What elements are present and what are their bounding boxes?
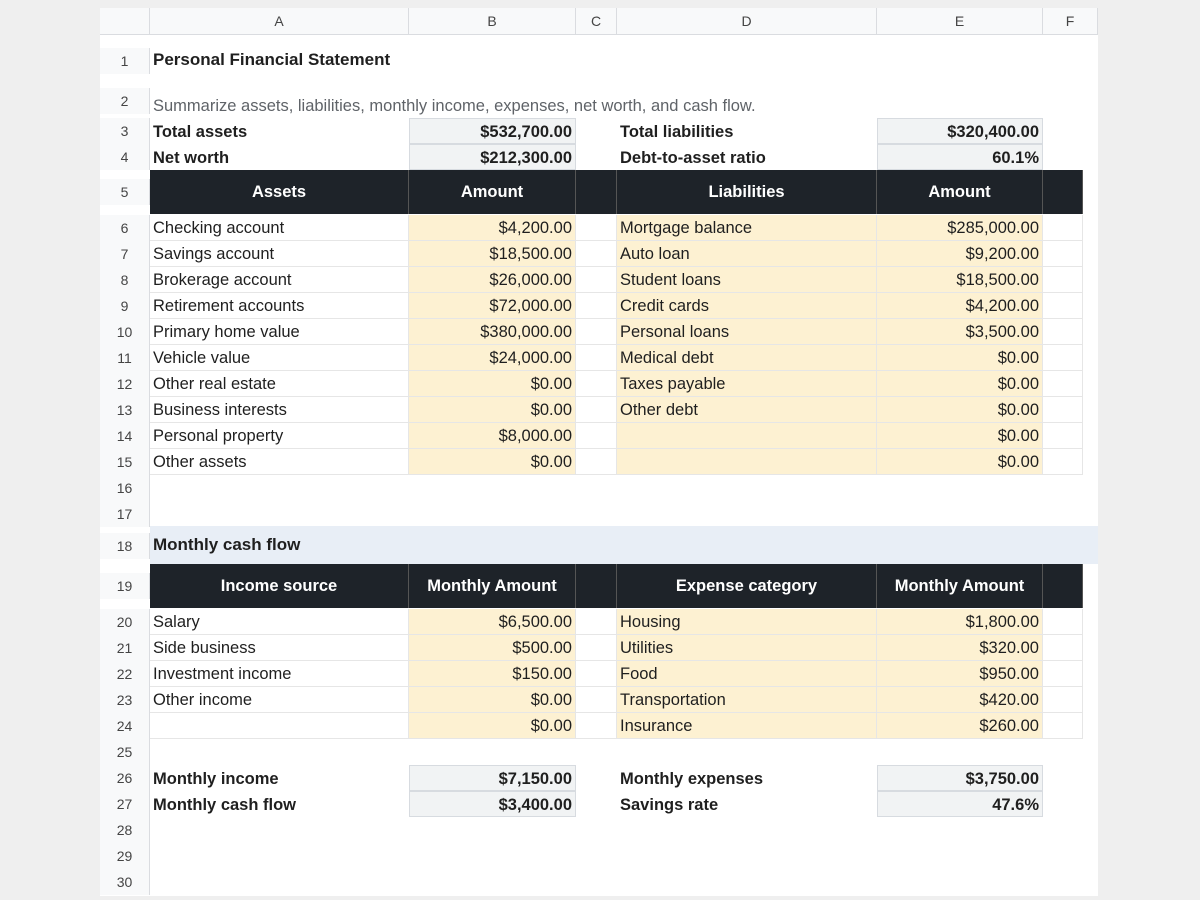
spacer-cell[interactable] — [576, 449, 617, 475]
spacer-cell[interactable] — [576, 661, 617, 687]
liability-name-cell[interactable]: Student loans — [617, 267, 877, 293]
monthly-expenses-label[interactable]: Monthly expenses — [620, 770, 764, 788]
liability-name-cell[interactable]: Taxes payable — [617, 371, 877, 397]
asset-amount-cell[interactable]: $380,000.00 — [409, 319, 576, 345]
row-header-8[interactable]: 8 — [100, 267, 150, 293]
header-spacer-f[interactable] — [1043, 170, 1083, 214]
row-header-21[interactable]: 21 — [100, 635, 150, 661]
income-amount-cell[interactable]: $0.00 — [409, 713, 576, 739]
liability-amount-cell[interactable]: $18,500.00 — [877, 267, 1043, 293]
monthly-income-value[interactable]: $7,150.00 — [409, 765, 576, 791]
expense-amount-cell[interactable]: $1,800.00 — [877, 609, 1043, 635]
income-source-cell[interactable]: Other income — [150, 687, 409, 713]
savings-rate-value[interactable]: 47.6% — [877, 791, 1043, 817]
row-header-23[interactable]: 23 — [100, 687, 150, 713]
liability-name-cell[interactable]: Other debt — [617, 397, 877, 423]
debt-ratio-label[interactable]: Debt-to-asset ratio — [620, 149, 766, 167]
expense-category-cell[interactable]: Transportation — [617, 687, 877, 713]
spacer-cell[interactable] — [576, 319, 617, 345]
asset-amount-cell[interactable]: $0.00 — [409, 371, 576, 397]
monthly-cash-flow-label[interactable]: Monthly cash flow — [153, 796, 297, 814]
liability-name-cell[interactable] — [617, 423, 877, 449]
spacer-cell[interactable] — [1043, 371, 1083, 397]
liability-amount-cell[interactable]: $0.00 — [877, 397, 1043, 423]
spacer-cell[interactable] — [1043, 423, 1083, 449]
spacer-cell[interactable] — [576, 345, 617, 371]
header-expense-amount[interactable]: Monthly Amount — [877, 564, 1043, 608]
header-assets[interactable]: Assets — [150, 170, 409, 214]
row-header-29[interactable]: 29 — [100, 843, 150, 869]
asset-amount-cell[interactable]: $0.00 — [409, 397, 576, 423]
debt-ratio-value[interactable]: 60.1% — [877, 144, 1043, 170]
asset-amount-cell[interactable]: $26,000.00 — [409, 267, 576, 293]
spacer-cell[interactable] — [576, 609, 617, 635]
spacer-cell[interactable] — [576, 713, 617, 739]
liability-amount-cell[interactable]: $0.00 — [877, 371, 1043, 397]
income-source-cell[interactable] — [150, 713, 409, 739]
total-assets-label[interactable]: Total assets — [153, 123, 248, 141]
row-header-6[interactable]: 6 — [100, 215, 150, 241]
spacer-cell[interactable] — [1043, 319, 1083, 345]
select-all-corner[interactable] — [100, 8, 150, 35]
column-header-d[interactable]: D — [617, 8, 877, 35]
header-spacer-c[interactable] — [576, 170, 617, 214]
spacer-cell[interactable] — [576, 635, 617, 661]
spreadsheet-grid[interactable] — [100, 8, 1098, 896]
asset-name-cell[interactable]: Business interests — [150, 397, 409, 423]
spacer-cell[interactable] — [1043, 293, 1083, 319]
asset-name-cell[interactable]: Other assets — [150, 449, 409, 475]
row-header-20[interactable]: 20 — [100, 609, 150, 635]
asset-name-cell[interactable]: Checking account — [150, 215, 409, 241]
asset-amount-cell[interactable]: $0.00 — [409, 449, 576, 475]
row-header-10[interactable]: 10 — [100, 319, 150, 345]
row-header-26[interactable]: 26 — [100, 765, 150, 791]
net-worth-label[interactable]: Net worth — [153, 149, 230, 167]
row-header-30[interactable]: 30 — [100, 869, 150, 895]
income-amount-cell[interactable]: $6,500.00 — [409, 609, 576, 635]
row-header-24[interactable]: 24 — [100, 713, 150, 739]
liability-name-cell[interactable] — [617, 449, 877, 475]
expense-category-cell[interactable]: Insurance — [617, 713, 877, 739]
header-liabilities[interactable]: Liabilities — [617, 170, 877, 214]
asset-name-cell[interactable]: Vehicle value — [150, 345, 409, 371]
sheet-title[interactable]: Personal Financial Statement — [153, 50, 391, 69]
liability-name-cell[interactable]: Auto loan — [617, 241, 877, 267]
asset-name-cell[interactable]: Personal property — [150, 423, 409, 449]
spacer-cell[interactable] — [1043, 241, 1083, 267]
income-source-cell[interactable]: Investment income — [150, 661, 409, 687]
row-header-14[interactable]: 14 — [100, 423, 150, 449]
asset-amount-cell[interactable]: $8,000.00 — [409, 423, 576, 449]
column-header-b[interactable]: B — [409, 8, 576, 35]
row-header-15[interactable]: 15 — [100, 449, 150, 475]
row-header-18[interactable]: 18 — [100, 533, 150, 559]
spacer-cell[interactable] — [576, 423, 617, 449]
income-source-cell[interactable]: Salary — [150, 609, 409, 635]
spacer-cell[interactable] — [1043, 267, 1083, 293]
row-header-2[interactable]: 2 — [100, 88, 150, 114]
income-amount-cell[interactable]: $0.00 — [409, 687, 576, 713]
header-asset-amount[interactable]: Amount — [409, 170, 576, 214]
net-worth-value[interactable]: $212,300.00 — [409, 144, 576, 170]
expense-amount-cell[interactable]: $950.00 — [877, 661, 1043, 687]
row-header-9[interactable]: 9 — [100, 293, 150, 319]
expense-amount-cell[interactable]: $320.00 — [877, 635, 1043, 661]
spacer-cell[interactable] — [576, 215, 617, 241]
header-spacer-c2[interactable] — [576, 564, 617, 608]
liability-amount-cell[interactable]: $4,200.00 — [877, 293, 1043, 319]
income-amount-cell[interactable]: $150.00 — [409, 661, 576, 687]
income-source-cell[interactable]: Side business — [150, 635, 409, 661]
asset-amount-cell[interactable]: $4,200.00 — [409, 215, 576, 241]
spacer-cell[interactable] — [1043, 635, 1083, 661]
asset-amount-cell[interactable]: $18,500.00 — [409, 241, 576, 267]
column-header-e[interactable]: E — [877, 8, 1043, 35]
income-amount-cell[interactable]: $500.00 — [409, 635, 576, 661]
cashflow-title[interactable]: Monthly cash flow — [153, 535, 301, 554]
asset-name-cell[interactable]: Retirement accounts — [150, 293, 409, 319]
asset-name-cell[interactable]: Primary home value — [150, 319, 409, 345]
row-header-11[interactable]: 11 — [100, 345, 150, 371]
monthly-cash-flow-value[interactable]: $3,400.00 — [409, 791, 576, 817]
row-header-16[interactable]: 16 — [100, 475, 150, 501]
asset-name-cell[interactable]: Brokerage account — [150, 267, 409, 293]
row-header-28[interactable]: 28 — [100, 817, 150, 843]
spacer-cell[interactable] — [576, 293, 617, 319]
row-header-13[interactable]: 13 — [100, 397, 150, 423]
liability-amount-cell[interactable]: $0.00 — [877, 423, 1043, 449]
header-expense-category[interactable]: Expense category — [617, 564, 877, 608]
header-income-amount[interactable]: Monthly Amount — [409, 564, 576, 608]
expense-category-cell[interactable]: Food — [617, 661, 877, 687]
row-header-19[interactable]: 19 — [100, 573, 150, 599]
expense-amount-cell[interactable]: $260.00 — [877, 713, 1043, 739]
spacer-cell[interactable] — [576, 267, 617, 293]
liability-name-cell[interactable]: Mortgage balance — [617, 215, 877, 241]
spacer-cell[interactable] — [576, 241, 617, 267]
spacer-cell[interactable] — [1043, 661, 1083, 687]
row-header-12[interactable]: 12 — [100, 371, 150, 397]
spacer-cell[interactable] — [1043, 215, 1083, 241]
row-header-25[interactable]: 25 — [100, 739, 150, 765]
row-header-7[interactable]: 7 — [100, 241, 150, 267]
header-income-source[interactable]: Income source — [150, 564, 409, 608]
header-spacer-f2[interactable] — [1043, 564, 1083, 608]
sheet-description[interactable]: Summarize assets, liabilities, monthly income, expenses, net worth, and cash flow. — [153, 97, 756, 115]
expense-amount-cell[interactable]: $420.00 — [877, 687, 1043, 713]
row-header-1[interactable]: 1 — [100, 48, 150, 74]
header-liability-amount[interactable]: Amount — [877, 170, 1043, 214]
row-header-5[interactable]: 5 — [100, 179, 150, 205]
total-assets-value[interactable]: $532,700.00 — [409, 118, 576, 144]
asset-amount-cell[interactable]: $24,000.00 — [409, 345, 576, 371]
row-header-4[interactable]: 4 — [100, 144, 150, 170]
savings-rate-label[interactable]: Savings rate — [620, 796, 719, 814]
column-header-f[interactable]: F — [1043, 8, 1098, 35]
liability-name-cell[interactable]: Credit cards — [617, 293, 877, 319]
spacer-cell[interactable] — [576, 687, 617, 713]
total-liabilities-label[interactable]: Total liabilities — [620, 123, 734, 141]
column-header-c[interactable]: C — [576, 8, 617, 35]
monthly-expenses-value[interactable]: $3,750.00 — [877, 765, 1043, 791]
total-liabilities-value[interactable]: $320,400.00 — [877, 118, 1043, 144]
asset-amount-cell[interactable]: $72,000.00 — [409, 293, 576, 319]
liability-amount-cell[interactable]: $285,000.00 — [877, 215, 1043, 241]
liability-name-cell[interactable]: Personal loans — [617, 319, 877, 345]
asset-name-cell[interactable]: Savings account — [150, 241, 409, 267]
liability-amount-cell[interactable]: $0.00 — [877, 449, 1043, 475]
spacer-cell[interactable] — [1043, 397, 1083, 423]
spacer-cell[interactable] — [1043, 687, 1083, 713]
liability-amount-cell[interactable]: $3,500.00 — [877, 319, 1043, 345]
asset-name-cell[interactable]: Other real estate — [150, 371, 409, 397]
liability-amount-cell[interactable]: $0.00 — [877, 345, 1043, 371]
column-header-a[interactable]: A — [150, 8, 409, 35]
row-header-27[interactable]: 27 — [100, 791, 150, 817]
liability-name-cell[interactable]: Medical debt — [617, 345, 877, 371]
row-header-3[interactable]: 3 — [100, 118, 150, 144]
spacer-cell[interactable] — [576, 371, 617, 397]
spacer-cell[interactable] — [1043, 609, 1083, 635]
liability-amount-cell[interactable]: $9,200.00 — [877, 241, 1043, 267]
spacer-cell[interactable] — [1043, 345, 1083, 371]
spacer-cell[interactable] — [576, 397, 617, 423]
expense-category-cell[interactable]: Utilities — [617, 635, 877, 661]
monthly-income-label[interactable]: Monthly income — [153, 770, 279, 788]
row-header-22[interactable]: 22 — [100, 661, 150, 687]
spacer-cell[interactable] — [1043, 713, 1083, 739]
spacer-cell[interactable] — [1043, 449, 1083, 475]
expense-category-cell[interactable]: Housing — [617, 609, 877, 635]
row-header-17[interactable]: 17 — [100, 501, 150, 527]
